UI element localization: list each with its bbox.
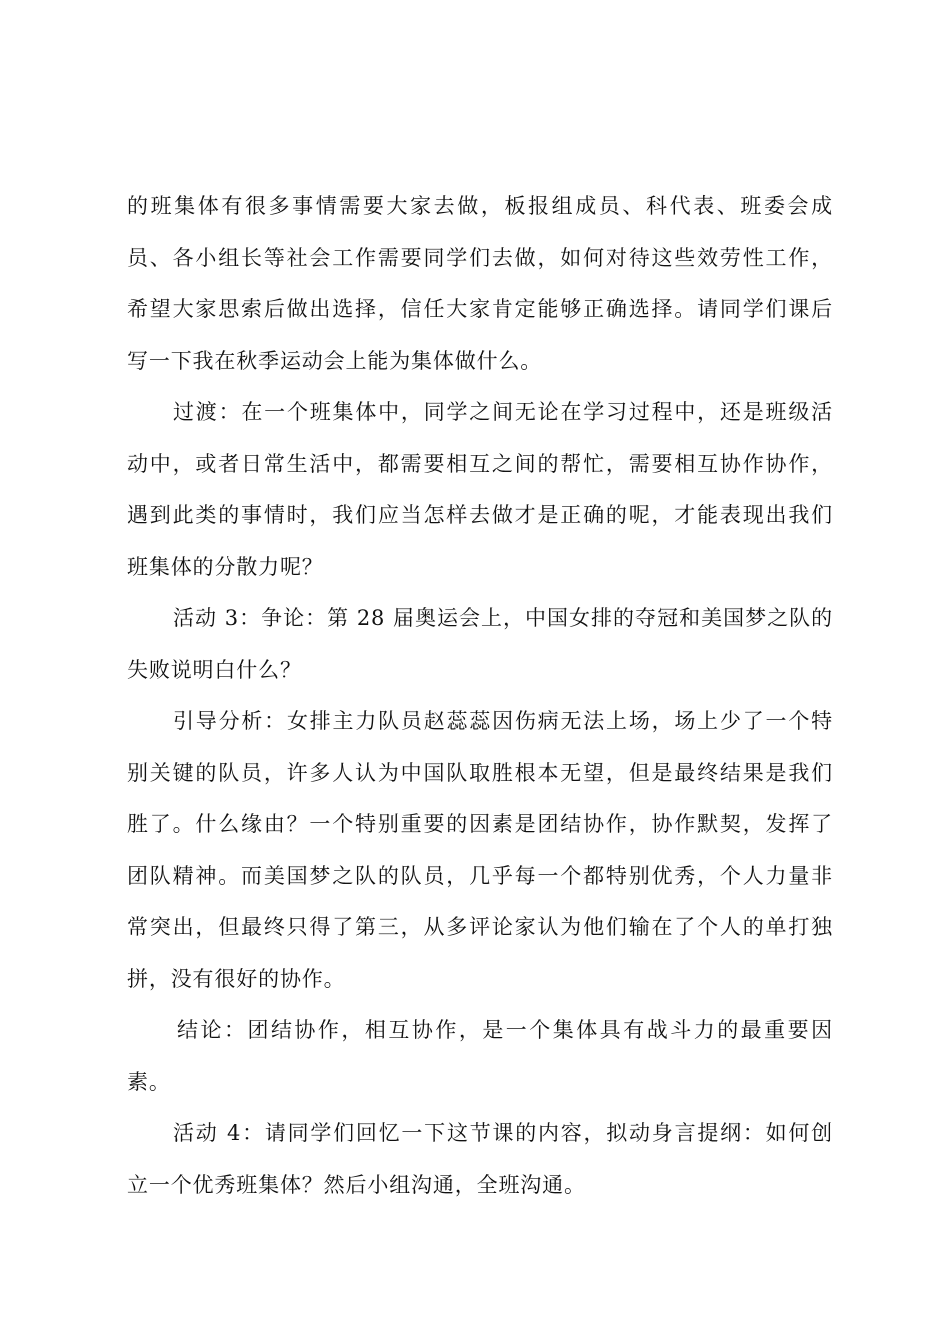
paragraph-activity-4	[127, 1108, 833, 1211]
text-line: 员、各小组长等社会工作需要同学们去做，如何对待这些效劳性工作，	[127, 245, 833, 270]
text-line: 遇到此类的事情时，我们应当怎样去做才是正确的呢，才能表现出我们	[127, 503, 833, 527]
text-line: 团队精神。而美国梦之队的队员，几乎每一个都特别优秀，个人力量非	[127, 863, 833, 888]
paragraph-conclusion	[127, 1005, 833, 1108]
text-line: 过渡：在一个班集体中，同学之间无论在学习过程中，还是班级活	[173, 400, 833, 424]
text-line: 引导分析：女排主力队员赵蕊蕊因伤病无法上场，场上少了一个特	[173, 709, 833, 733]
paragraph-activity-3	[127, 593, 833, 696]
text-line: 的班集体有很多事情需要大家去做，板报组成员、科代表、班委会成	[127, 194, 833, 218]
text-line: 常突出，但最终只得了第三，从多评论家认为他们输在了个人的单打独	[127, 915, 833, 939]
paragraph-class-duties	[127, 181, 833, 387]
text-line: 希望大家思索后做出选择，信任大家肯定能够正确选择。请同学们课后	[127, 297, 833, 321]
text-line: 写一下我在秋季运动会上能为集体做什么。	[127, 348, 543, 373]
text-line: 胜了。什么缘由？一个特别重要的因素是团结协作，协作默契，发挥了	[127, 812, 833, 836]
text-line: 拼，没有很好的协作。	[127, 966, 346, 991]
text-line: 班集体的分散力呢？	[127, 554, 324, 579]
document-body	[127, 181, 833, 1211]
text-line: 结论：团结协作，相互协作，是一个集体具有战斗力的最重要因	[177, 1018, 833, 1042]
text-line: 别关键的队员，许多人认为中国队取胜根本无望，但是最终结果是我们	[127, 760, 833, 785]
text-line: 活动 3：争论：第 28 届奥运会上，中国女排的夺冠和美国梦之队的	[173, 606, 833, 630]
text-line: 立一个优秀班集体？然后小组沟通，全班沟通。	[127, 1172, 586, 1197]
text-line: 动中，或者日常生活中，都需要相互之间的帮忙，需要相互协作协作，	[127, 451, 833, 476]
text-line: 失败说明白什么？	[127, 657, 302, 682]
text-line: 活动 4：请同学们回忆一下这节课的内容，拟动身言提纲：如何创	[173, 1121, 833, 1145]
paragraph-transition	[127, 387, 833, 593]
text-line: 素。	[127, 1069, 171, 1094]
paragraph-guided-analysis	[127, 696, 833, 1005]
